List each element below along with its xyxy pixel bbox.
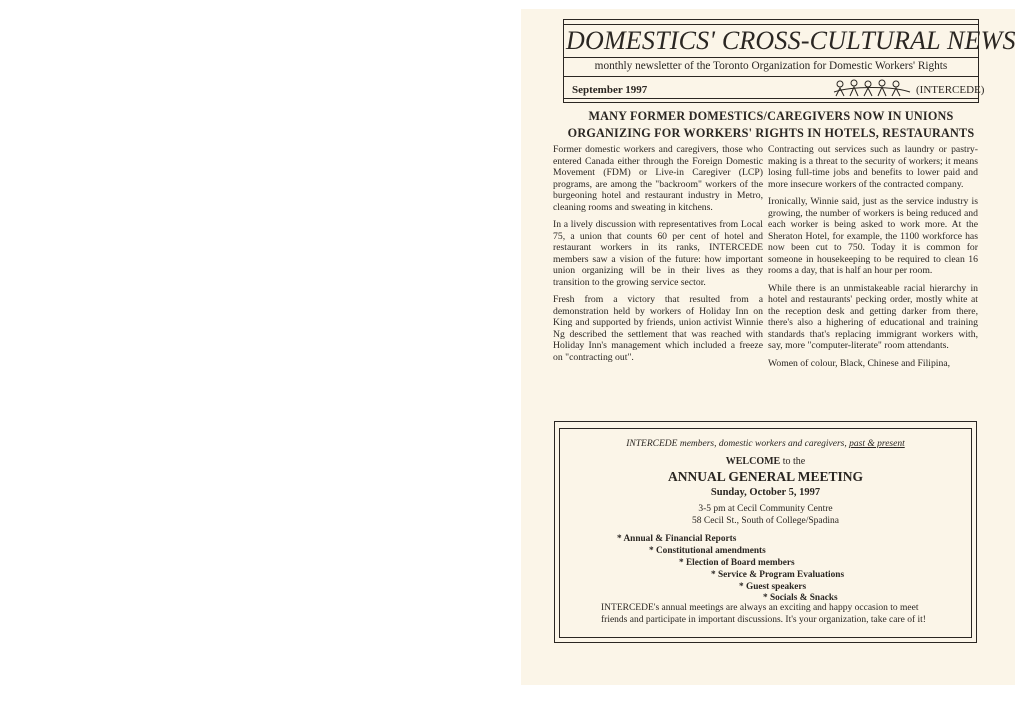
organization-acronym: (INTERCEDE)	[916, 84, 985, 96]
masthead-rule	[564, 98, 978, 99]
article-paragraph: In a lively discussion with representatives from Local 75, a union that counts 60 per cent of hotel and restaurant workers in its ranks, INTERCEDE members saw a vision of the future: how important union organizing will be in their lives as they transition to the growing service sector.	[553, 219, 763, 288]
article-paragraph: Ironically, Winnie said, just as the service industry is growing, the number of workers is being reduced and each worker is being asked to work more. At the Sheraton Hotel, for example, the 1100 workforce has now been cut to 750. Today it is common for someone in housekeeping to be required to clean 16 rooms a day, that is half an hour per room.	[768, 196, 978, 276]
announcement-intro-text: INTERCEDE members, domestic workers and caregivers,	[626, 439, 847, 449]
article-paragraph: Fresh from a victory that resulted from a demonstration held by workers of Holiday Inn on King and supported by friends, union activist Winnie Ng described the settlement that was reached with Holiday Inn's management which included a freeze on "contracting out".	[553, 294, 763, 363]
newsletter-page	[521, 9, 1015, 685]
meeting-title: ANNUAL GENERAL MEETING	[667, 469, 864, 484]
announcement-intro-underlined: past & present	[849, 439, 905, 449]
masthead-rule	[564, 76, 978, 77]
meeting-address: 58 Cecil St., South of College/Spadina	[692, 516, 839, 526]
newsletter-subtitle: monthly newsletter of the Toronto Organization for Domestic Workers' Rights	[594, 60, 948, 72]
newsletter-title: DOMESTICS' CROSS-CULTURAL NEWS	[566, 26, 1016, 55]
article-paragraph: While there is an unmistakeable racial hierarchy in hotel and restaurants' pecking order, mostly white at the reception desk and getting darker from there, there's also a highering of educational and training standards that's replacing immigrant workers with, say, more "computer-literate" room attendants.	[768, 282, 978, 351]
welcome-word: WELCOME	[725, 456, 781, 467]
masthead	[563, 19, 1016, 103]
article-paragraph: Contracting out services such as laundry or pastry-making is a threat to the security of workers; it means losing full-time jobs and benefits to lower paid and more insecure workers of the contracted company.	[768, 144, 978, 190]
article-paragraph: Women of colour, Black, Chinese and Filipina,	[768, 357, 951, 369]
figures-logo-icon	[832, 78, 912, 98]
welcome-rest: to the	[782, 456, 806, 467]
issue-date: September 1997	[572, 84, 648, 96]
meeting-time-place: 3-5 pm at Cecil Community Centre	[698, 504, 833, 514]
agenda-item: * Service & Program Evaluations	[711, 570, 845, 580]
agenda-item: * Election of Board members	[679, 558, 795, 568]
agenda-item: * Guest speakers	[739, 582, 807, 592]
agenda-item: * Constitutional amendments	[649, 546, 766, 556]
agenda-item: * Annual & Financial Reports	[617, 534, 737, 544]
agenda-item: * Socials & Snacks	[763, 593, 838, 603]
announcement-intro	[555, 438, 976, 450]
agm-announcement-box	[554, 421, 977, 643]
headline-line-1: MANY FORMER DOMESTICS/CAREGIVERS NOW IN UNIONS	[588, 109, 954, 123]
article-column-right	[768, 144, 978, 375]
meeting-date: Sunday, October 5, 1997	[710, 487, 821, 498]
masthead-rule	[564, 57, 978, 58]
article-paragraph: Former domestic workers and caregivers, those who entered Canada either through the Foreign Domestic Movement (FDM) or Live-in Caregiver (LCP) programs, are among the "backroom" workers of the burgeoning hotel and restaurant industry in Metro, cleaning rooms and sweating in kitchens.	[553, 144, 763, 213]
announcement-closing: INTERCEDE's annual meetings are always an exciting and happy occasion to meet friends and participate in important discussions. It's your organization, take care of it!	[601, 603, 926, 625]
masthead-rule	[564, 24, 978, 25]
announcement-welcome	[555, 456, 976, 468]
headline-line-2: ORGANIZING FOR WORKERS' RIGHTS IN HOTELS, RESTAURANTS	[567, 126, 975, 140]
article-column-left	[553, 144, 763, 369]
